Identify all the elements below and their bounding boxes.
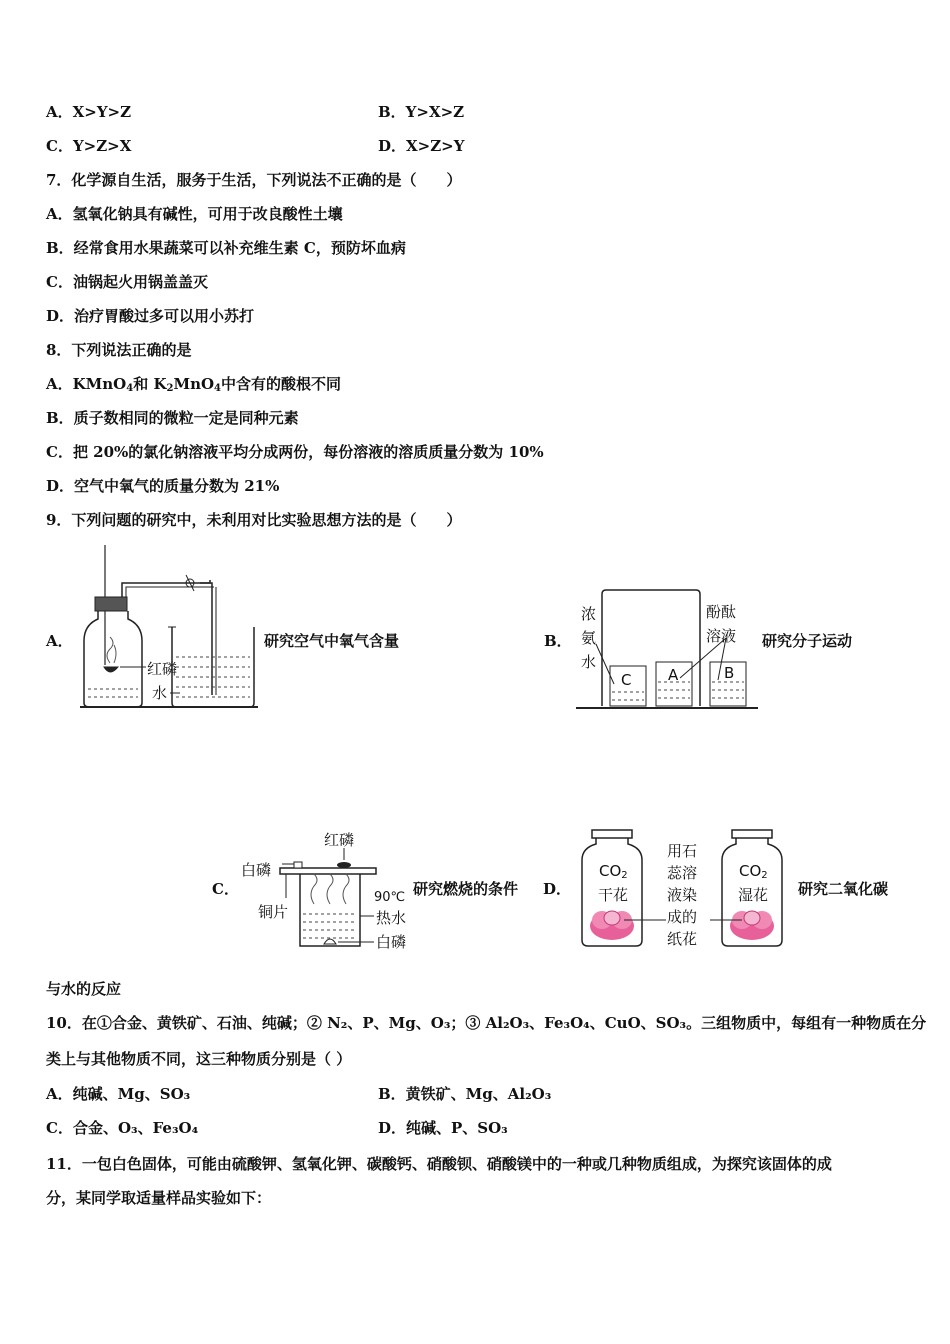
q9-d-jar1-gas: $CO_2$ bbox=[599, 862, 628, 881]
q9-b-caption: 研究分子运动 bbox=[762, 632, 853, 650]
q7-option-c: C．油锅起火用锅盖盖灭 bbox=[46, 273, 208, 291]
q9-d-middle-line-1: 用石 bbox=[667, 842, 698, 860]
q9-d-middle-line-5: 纸花 bbox=[667, 930, 698, 948]
q9-c-label-hot-water: 热水 bbox=[376, 909, 407, 927]
q9-b-beaker-b: B bbox=[724, 664, 735, 682]
q9-d-jar1-flower: 干花 bbox=[598, 886, 629, 904]
q9-b-beaker-a: A bbox=[668, 666, 679, 684]
q9-c-label-temperature: 90℃ bbox=[374, 890, 406, 905]
q7-option-a: A．氢氧化钠具有碱性，可用于改良酸性土壤 bbox=[46, 205, 343, 223]
q9-stem: 9．下列问题的研究中，未利用对比实验思想方法的是（ ） bbox=[46, 511, 462, 529]
q9-d-middle-line-2: 蕊溶 bbox=[667, 864, 698, 882]
wet-flower-icon bbox=[730, 911, 774, 940]
q8-option-a: A．KMnO$_4$和 $K_2MnO_4$中含有的酸根不同 bbox=[46, 375, 342, 394]
q10-stem-line2: 类上与其他物质不同，这三种物质分别是（ ） bbox=[46, 1050, 352, 1068]
q9-b-beaker-c: C bbox=[621, 671, 632, 689]
q9-a-caption: 研究空气中氧气含量 bbox=[264, 632, 400, 650]
q7-option-b: B．经常食用水果蔬菜可以补充维生素 C，预防坏血病 bbox=[46, 239, 406, 257]
q9-d-caption: 研究二氧化碳 bbox=[798, 880, 889, 898]
q6-option-c: C．Y>Z>X bbox=[46, 137, 132, 155]
q6-option-a: A．X>Y>Z bbox=[46, 103, 132, 121]
dry-flower-icon bbox=[590, 911, 634, 940]
q9-d-jar2-flower: 湿花 bbox=[738, 886, 769, 904]
combustion-apparatus bbox=[276, 844, 380, 954]
q9-c-letter: C． bbox=[212, 880, 239, 898]
q9-c-label-white-phosphorus-bottom: 白磷 bbox=[376, 933, 407, 951]
q8-stem: 8．下列说法正确的是 bbox=[46, 341, 192, 359]
q7-option-d: D．治疗胃酸过多可以用小苏打 bbox=[46, 307, 255, 325]
q9-c-label-red-phosphorus: 红磷 bbox=[324, 831, 355, 849]
q9-b-label-phenol-2: 溶液 bbox=[706, 627, 737, 645]
q10-option-c: C．合金、O₃、Fe₃O₄ bbox=[46, 1119, 199, 1137]
q9-c-label-white-phosphorus-top: 白磷 bbox=[241, 861, 272, 879]
q9-d-caption-continued: 与水的反应 bbox=[46, 980, 122, 998]
q7-stem: 7．化学源自生活，服务于生活，下列说法不正确的是（ ） bbox=[46, 171, 462, 189]
q8-option-c: C．把 20%的氯化钠溶液平均分成两份，每份溶液的溶质质量分数为 10% bbox=[46, 443, 544, 461]
q11-stem-line2: 分，某同学取适量样品实验如下： bbox=[46, 1189, 272, 1207]
q8-option-d: D．空气中氧气的质量分数为 21% bbox=[46, 477, 280, 495]
q9-b-label-phenol-1: 酚酞 bbox=[706, 603, 737, 621]
q9-b-label-ammonia-3: 水 bbox=[581, 653, 597, 671]
q9-d-jar2-gas: $CO_2$ bbox=[739, 862, 768, 881]
q9-a-label-water: 水 bbox=[152, 684, 168, 702]
q9-c-caption: 研究燃烧的条件 bbox=[413, 880, 519, 898]
q9-d-middle-line-4: 成的 bbox=[667, 908, 698, 926]
q9-b-label-ammonia-2: 氨 bbox=[581, 629, 597, 647]
q10-option-b: B．黄铁矿、Mg、Al₂O₃ bbox=[378, 1085, 552, 1103]
q9-c-label-copper: 铜片 bbox=[258, 903, 289, 921]
q8-option-b: B．质子数相同的微粒一定是同种元素 bbox=[46, 409, 299, 427]
q9-d-letter: D． bbox=[543, 880, 572, 898]
q6-option-b: B．Y>X>Z bbox=[378, 103, 465, 121]
q11-stem-line1: 11．一包白色固体，可能由硫酸钾、氢氧化钾、碳酸钙、硝酸钡、硝酸镁中的一种或几种物质组成，为探究该固体的成 bbox=[46, 1155, 832, 1173]
q9-a-label-phosphorus: 红磷 bbox=[147, 660, 178, 678]
oxygen-content-apparatus bbox=[80, 545, 260, 715]
q10-stem-line1: 10．在①合金、黄铁矿、石油、纯碱；② N₂、P、Mg、O₃；③ Al₂O₃、Fe₃O₄、CuO、SO₃。三组物质中，每组有一种物质在分 bbox=[46, 1014, 927, 1032]
q6-option-d: D．X>Z>Y bbox=[378, 137, 465, 155]
q10-option-d: D．纯碱、P、SO₃ bbox=[378, 1119, 508, 1137]
q9-b-letter: B． bbox=[544, 632, 572, 650]
q9-b-label-ammonia-1: 浓 bbox=[581, 605, 597, 623]
q10-option-a: A．纯碱、Mg、SO₃ bbox=[46, 1085, 191, 1103]
q9-d-middle-line-3: 液染 bbox=[667, 886, 698, 904]
q9-a-letter: A． bbox=[46, 632, 73, 650]
